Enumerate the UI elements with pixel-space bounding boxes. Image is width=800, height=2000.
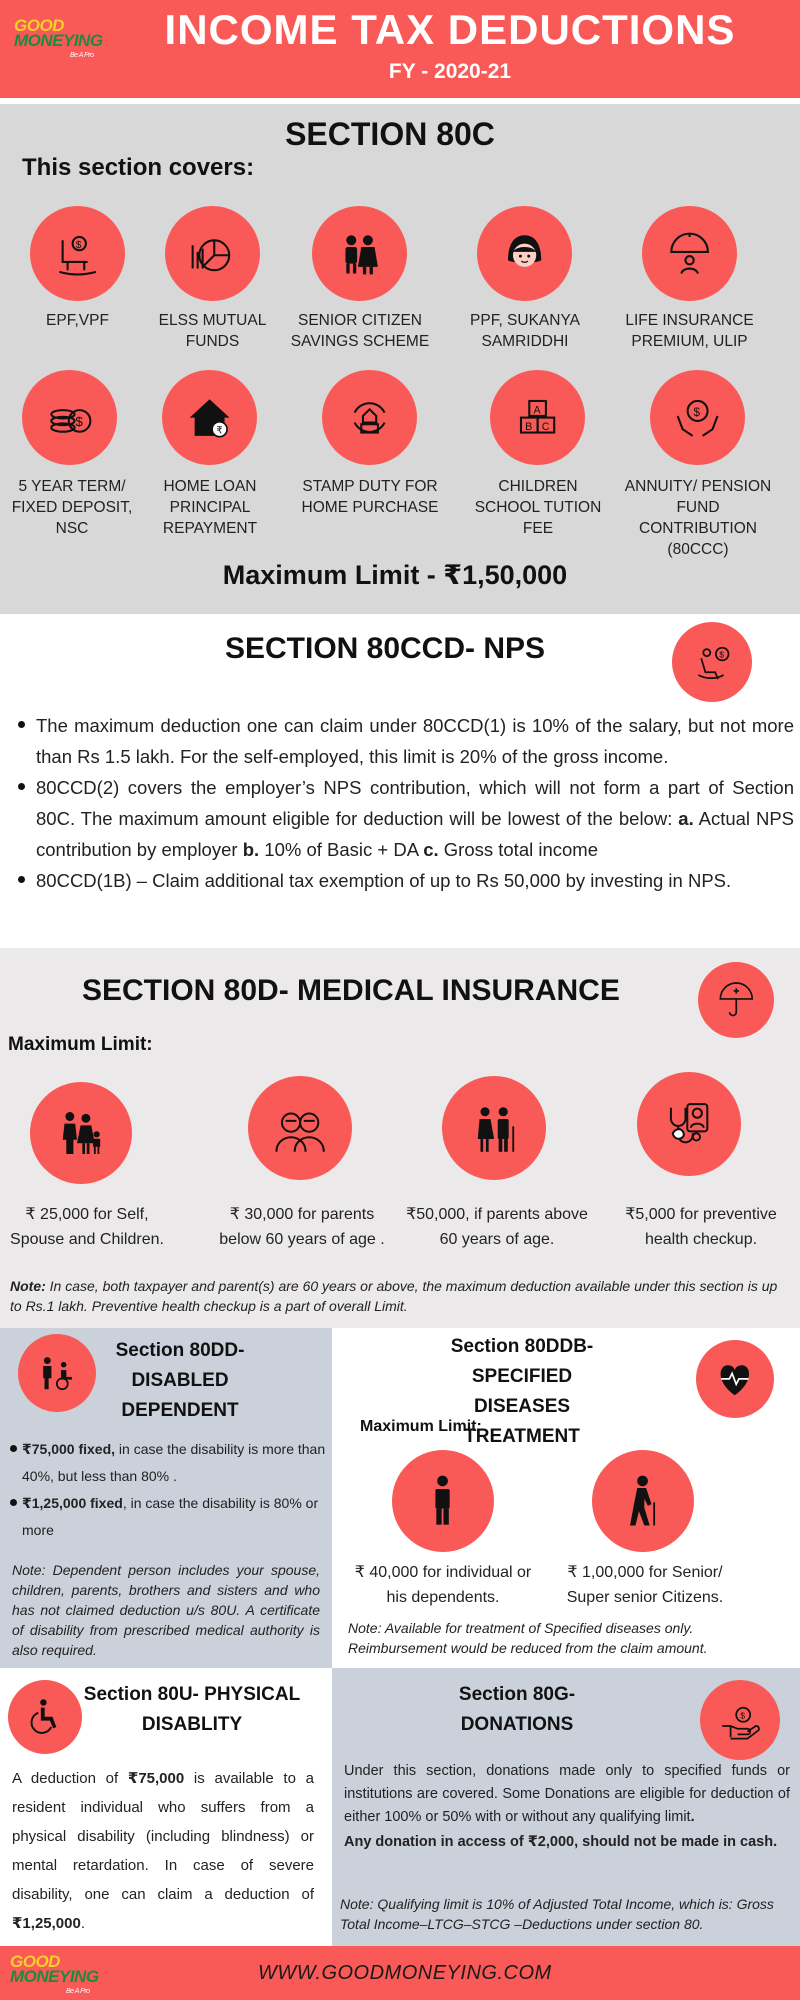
- nps-option-marker: a.: [678, 808, 694, 829]
- u-text: is available to a resident individual who suffers from a physical disability (including blindness) or mental retardation. In case of severe disability, one can claim a deduction of: [12, 1770, 314, 1903]
- section-80c-limit: Maximum Limit - ₹1,50,000: [222, 560, 568, 590]
- item-label: ₹ 25,000 for Self, Spouse and Children.: [10, 1206, 164, 1248]
- heart-pulse-icon: [696, 1340, 774, 1418]
- dd-bullet: [6, 1490, 326, 1544]
- nps-option-marker: c.: [423, 839, 439, 860]
- medical-umbrella-icon: [698, 962, 774, 1038]
- brand-logo-tagline: Be A Pro: [66, 1988, 90, 1995]
- person-icon: [392, 1450, 494, 1552]
- svg-text:$: $: [75, 413, 83, 429]
- item-label: ₹ 30,000 for parents below 60 years of age .: [219, 1206, 385, 1248]
- brand-logo-line1: GOOD: [10, 1952, 60, 1971]
- item-label: STAMP DUTY FOR HOME PURCHASE: [301, 478, 439, 516]
- nps-bullet: The maximum deduction one can claim under 80CCD(1) is 10% of the salary, but not more than Rs 1.5 lakh. For the self-employed, this limit is 20% of the gross income.: [14, 710, 794, 772]
- nps-option-text: Actual NPS contribution by employer: [36, 808, 795, 860]
- wheelchair-icon: [8, 1680, 82, 1754]
- note-label: Note:: [10, 1278, 46, 1294]
- item-label: ₹5,000 for preventive health checkup.: [625, 1206, 777, 1248]
- house-cycle-icon: [322, 370, 417, 465]
- elderly-walking-couple-icon: [442, 1076, 546, 1180]
- svg-text:$: $: [739, 1709, 745, 1720]
- nps-bullet: [14, 772, 794, 865]
- dd-bullet-text: , in case the disability is 80% or more: [22, 1495, 319, 1538]
- svg-text:B: B: [525, 420, 533, 433]
- u-text-bold: ₹75,000: [127, 1770, 185, 1787]
- item-label: SENIOR CITIZEN SAVINGS SCHEME: [290, 312, 430, 350]
- disabled-dependent-icon: [18, 1334, 96, 1412]
- brand-logo-line2: MONEYING: [14, 31, 103, 50]
- house-rupee-icon: [162, 370, 257, 465]
- brand-logo: [14, 18, 103, 63]
- dd-bullet: [6, 1436, 326, 1490]
- donation-hand-icon: [700, 1680, 780, 1760]
- footer-banner: [0, 1946, 800, 2000]
- item-label: PPF, SUKANYA SAMRIDDHI: [470, 312, 580, 350]
- section-80u-text: [12, 1764, 314, 1938]
- svg-text:C: C: [541, 420, 550, 433]
- svg-text:₹: ₹: [216, 425, 223, 437]
- item-label: EPF,VPF: [46, 312, 109, 329]
- section-80g-note: Note: Qualifying limit is 10% of Adjusted Total Income, which is: Gross Total Income–LTCG–STCG –Deductions under section 80.: [340, 1896, 774, 1932]
- item-label: 5 YEAR TERM/ FIXED DEPOSIT, NSC: [11, 478, 133, 537]
- footer-url-link[interactable]: WWW.GOODMONEYING.COM: [258, 1962, 552, 1984]
- section-80d-max-label: Maximum Limit:: [8, 1034, 153, 1055]
- mutual-fund-chart-icon: [165, 206, 260, 301]
- rocking-chair-icon: [30, 206, 125, 301]
- u-text-bold: ₹1,25,000: [12, 1915, 81, 1932]
- nps-option-text: Gross total income: [438, 839, 598, 860]
- nps-option-marker: b.: [242, 839, 260, 860]
- umbrella-person-icon: [642, 206, 737, 301]
- header-banner: [0, 0, 800, 98]
- retirement-chair-icon: [672, 622, 752, 702]
- section-80ddb-max-label: Maximum Limit:: [360, 1418, 482, 1435]
- g-paragraph: Under this section, donations made only to specified funds or institutions are covered. Some Donations are eligible for deduction of either 100% or 50% with or without any qualifying limit: [344, 1763, 790, 1825]
- elderly-couple-icon: [312, 206, 407, 301]
- section-80u-title: Section 80U- PHYSICAL DISABLITY: [83, 1684, 301, 1735]
- g-paragraph-dot: .: [690, 1809, 695, 1825]
- svg-text:A: A: [533, 404, 541, 417]
- nps-bullet: 80CCD(1B) – Claim additional tax exemption of up to Rs 50,000 by investing in NPS.: [14, 865, 794, 896]
- senior-cane-icon: [592, 1450, 694, 1552]
- hands-coin-icon: [650, 370, 745, 465]
- section-80c: [0, 104, 800, 614]
- section-80ccd-title: SECTION 80CCD- NPS: [224, 632, 546, 665]
- section-80dd: [0, 1328, 332, 1668]
- section-80g: [332, 1668, 800, 1946]
- item-label: LIFE INSURANCE PREMIUM, ULIP: [625, 312, 754, 350]
- u-text: A deduction of: [12, 1770, 128, 1787]
- section-80d: [0, 948, 800, 1328]
- section-80dd-title: Section 80DD- DISABLED DEPENDENT: [115, 1340, 245, 1421]
- section-80d-note: [10, 1276, 790, 1316]
- section-80dd-note: Note: Dependent person includes your spouse, children, parents, brothers and sisters and who has not claimed deduction u/s 80U. A certificate of disability from prescribed medical authority is also required.: [12, 1562, 320, 1658]
- page-subtitle: FY - 2020-21: [388, 60, 512, 83]
- item-label: ₹ 1,00,000 for Senior/ Super senior Citizens.: [566, 1564, 724, 1606]
- item-label: ELSS MUTUAL FUNDS: [158, 312, 267, 350]
- footer-brand-logo: [10, 1954, 99, 1999]
- dd-bullet-bold: ₹75,000 fixed,: [22, 1441, 116, 1457]
- dd-bullet-bold: ₹1,25,000 fixed: [22, 1495, 123, 1511]
- item-label: HOME LOAN PRINCIPAL REPAYMENT: [162, 478, 258, 537]
- doctor-stethoscope-icon: [637, 1072, 741, 1176]
- note-text: In case, both taxpayer and parent(s) are 60 years or above, the maximum deduction available under this section is up to Rs.1 lakh. Preventive health checkup is a part of overall Limit.: [10, 1278, 778, 1314]
- svg-text:$: $: [693, 405, 700, 419]
- section-80dd-bullets: [6, 1436, 326, 1544]
- coin-stack-icon: [22, 370, 117, 465]
- dd-bullet-text: in case the disability is more than 40%, but less than 80% .: [22, 1441, 326, 1484]
- svg-text:$: $: [718, 649, 724, 660]
- family-icon: [30, 1082, 132, 1184]
- nps-option-text: 10% of Basic + DA: [259, 839, 424, 860]
- brand-logo-line2: MONEYING: [10, 1967, 99, 1986]
- section-80c-covers: This section covers:: [22, 154, 255, 181]
- elderly-faces-icon: [248, 1076, 352, 1180]
- brand-logo-line1: GOOD: [14, 16, 64, 35]
- page-title: INCOME TAX DEDUCTIONS: [164, 6, 736, 53]
- girl-face-icon: [477, 206, 572, 301]
- section-80ddb-note: Note: Available for treatment of Specified diseases only. Reimbursement would be reduced from the claim amount.: [348, 1620, 708, 1656]
- item-label: ANNUITY/ PENSION FUND CONTRIBUTION (80CCC): [624, 478, 772, 558]
- item-label: ₹50,000, if parents above 60 years of age.: [406, 1206, 588, 1248]
- section-80ddb: [332, 1328, 800, 1668]
- section-80g-text: [344, 1760, 790, 1854]
- section-80u: [0, 1668, 332, 1946]
- section-80ccd: [0, 614, 800, 948]
- svg-text:$: $: [75, 239, 82, 251]
- g-warning: Any donation in access of ₹2,000, should not be made in cash.: [344, 1834, 778, 1850]
- section-80ddb-title: Section 80DDB- SPECIFIED DISEASES TREATMENT: [450, 1336, 594, 1447]
- abc-blocks-icon: [490, 370, 585, 465]
- section-80d-title: SECTION 80D- MEDICAL INSURANCE: [82, 974, 620, 1007]
- nps-bullet-text: 80CCD(2) covers the employer’s NPS contribution, which will not form a part of Section 80C. The maximum amount eligible for deduction will be lowest of the below:: [36, 777, 794, 829]
- section-80g-title: Section 80G- DONATIONS: [458, 1684, 576, 1735]
- u-text: .: [80, 1915, 85, 1932]
- nps-bullets: [14, 710, 794, 896]
- item-label: ₹ 40,000 for individual or his dependents.: [354, 1564, 532, 1606]
- brand-logo-tagline: Be A Pro: [70, 52, 94, 59]
- item-label: CHILDREN SCHOOL TUTION FEE: [474, 478, 602, 537]
- section-80c-title: SECTION 80C: [285, 116, 495, 152]
